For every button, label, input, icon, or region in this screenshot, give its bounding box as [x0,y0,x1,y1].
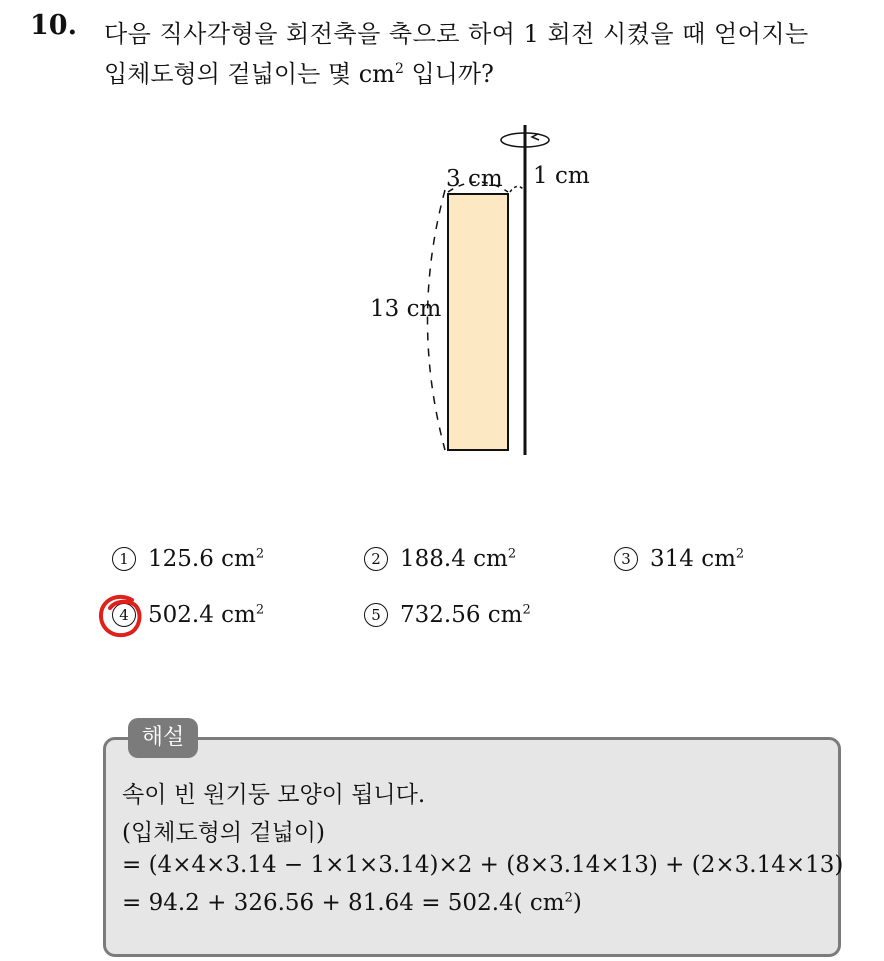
solution-unit-superscript: 2 [564,890,573,906]
choice-unit-superscript: 2 [507,546,517,562]
question-number: 10. [30,10,77,41]
question-unit-superscript: 2 [394,61,404,77]
solution-line3: = (4×4×3.14 − 1×1×3.14)×2 + (8×3.14×13) + (2×3.14×13) [122,852,844,878]
solution-tab-label: 해설 [128,718,198,758]
solution-line4-suffix: ) [572,890,582,916]
choice-marker: 3 [614,547,638,571]
choice-marker: 4 [112,603,136,627]
solution-line1: 속이 빈 원기둥 모양이 됩니다. [122,782,426,808]
choice-unit-superscript: 2 [522,602,531,618]
choice-marker: 1 [112,547,136,571]
height-label: 13 cm [370,296,442,322]
choice-value: 502.4 cm [148,602,256,628]
choice-marker: 2 [364,547,388,571]
solution-line4 [122,890,582,916]
gap-label: 1 cm [533,163,590,189]
choice-value: 188.4 cm [400,546,508,572]
choice-unit-superscript: 2 [255,546,265,562]
width-label: 3 cm [446,166,503,192]
choice-2[interactable] [364,546,516,572]
choice-unit-superscript: 2 [255,602,265,618]
solution-panel [103,737,844,957]
solution-line4-prefix: = 94.2 + 326.56 + 81.64 = 502.4( cm [122,890,565,916]
gap-dimension-arc [510,186,524,192]
choice-5[interactable] [364,602,531,628]
choice-marker: 5 [364,603,388,627]
choice-value: 125.6 cm [148,546,256,572]
choice-value: 314 cm [650,546,736,572]
question-text-prefix: 입체도형의 겉넓이는 몇 cm [104,60,395,88]
rotation-arrowhead-icon [532,134,539,140]
rectangle-shape [448,194,508,450]
solution-line2: (입체도형의 겉넓이) [122,820,326,846]
rectangle-rotation-figure [350,120,610,470]
choice-value: 732.56 cm [400,602,523,628]
answer-circle-mark-icon [96,592,146,642]
question-text-line1: 다음 직사각형을 회전축을 축으로 하여 1 회전 시켰을 때 얻어지는 [104,20,809,48]
question-text-suffix: 입니까? [403,60,494,88]
choice-3[interactable] [614,546,744,572]
choice-unit-superscript: 2 [735,546,745,562]
question-text-line2 [104,54,494,89]
choice-1[interactable] [112,546,264,572]
